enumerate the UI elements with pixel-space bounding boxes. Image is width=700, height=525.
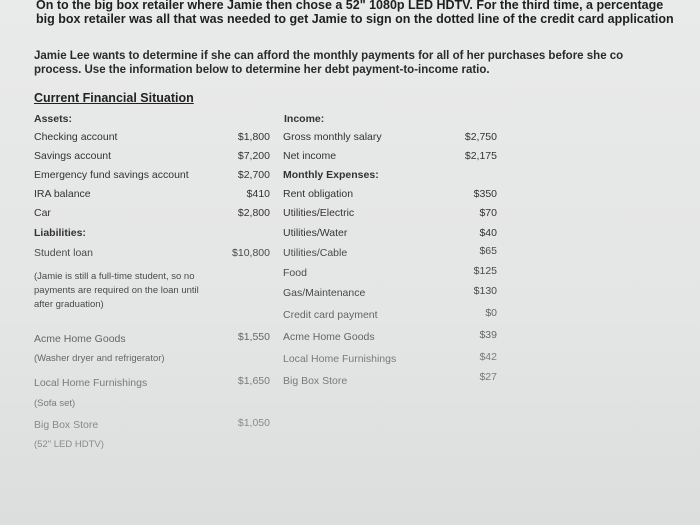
bigbox-note: (52" LED HDTV) — [34, 439, 104, 450]
bigbox-value: $1,050 — [237, 417, 270, 429]
expense-label: Local Home Furnishings — [283, 353, 397, 365]
expense-value: $39 — [479, 329, 497, 341]
bigbox-label: Big Box Store — [34, 419, 99, 431]
net-label: Net income — [283, 150, 337, 162]
ira-value: $410 — [246, 188, 270, 200]
expenses-header: Monthly Expenses: — [283, 169, 379, 181]
expense-label: Credit card payment — [283, 309, 378, 321]
local-label: Local Home Furnishings — [34, 377, 148, 389]
expense-label: Big Box Store — [283, 375, 348, 387]
expense-label: Gas/Maintenance — [283, 287, 366, 299]
expense-value: $70 — [479, 207, 497, 219]
checking-label: Checking account — [34, 131, 118, 143]
expense-value: $65 — [479, 245, 497, 257]
income-header: Income: — [284, 113, 325, 125]
expense-label: Utilities/Water — [283, 227, 348, 239]
expense-value: $130 — [473, 285, 497, 297]
acme-note: (Washer dryer and refrigerator) — [34, 353, 165, 364]
expense-value: $125 — [473, 265, 497, 277]
local-value: $1,650 — [237, 375, 270, 387]
emergency-label: Emergency fund savings account — [34, 169, 189, 181]
section-heading: Current Financial Situation — [34, 91, 194, 105]
question-line-1: Jamie Lee wants to determine if she can afford the monthly payments for all of her purchases before she co — [34, 50, 624, 62]
ira-label: IRA balance — [34, 188, 91, 200]
student-note-line-3: after graduation) — [34, 299, 104, 310]
local-note: (Sofa set) — [34, 398, 76, 409]
expense-label: Acme Home Goods — [283, 331, 375, 343]
student-note-line-1: (Jamie is still a full-time student, so no — [34, 271, 195, 282]
student-loan-value: $10,800 — [232, 247, 270, 259]
student-note-line-2: payments are required on the loan until — [34, 285, 199, 296]
expense-value: $40 — [479, 227, 497, 239]
gross-label: Gross monthly salary — [283, 131, 382, 143]
emergency-value: $2,700 — [237, 169, 270, 181]
savings-value: $7,200 — [237, 150, 270, 162]
expense-value: $42 — [479, 351, 497, 363]
checking-value: $1,800 — [237, 131, 270, 143]
intro-line-1: On to the big box retailer where Jamie then chose a 52" 1080p LED HDTV. For the third time, a percentage — [36, 0, 664, 12]
expense-label: Utilities/Electric — [283, 207, 355, 219]
gross-value: $2,750 — [464, 131, 497, 143]
expense-value: $27 — [479, 371, 497, 383]
car-label: Car — [34, 207, 51, 219]
expense-label: Rent obligation — [283, 188, 354, 200]
intro-line-2: big box retailer was all that was needed to get Jamie to sign on the dotted line of the credit card application — [36, 12, 674, 26]
car-value: $2,800 — [237, 207, 270, 219]
expense-label: Food — [283, 267, 307, 279]
question-line-2: process. Use the information below to determine her debt payment-to-income ratio. — [34, 64, 490, 76]
expense-label: Utilities/Cable — [283, 247, 348, 259]
acme-value: $1,550 — [237, 331, 270, 343]
expense-value: $350 — [473, 188, 497, 200]
assets-header: Assets: — [34, 113, 72, 125]
expense-value: $0 — [485, 307, 497, 319]
net-value: $2,175 — [464, 150, 497, 162]
student-loan-label: Student loan — [34, 247, 93, 259]
liabilities-header: Liabilities: — [34, 227, 86, 239]
savings-label: Savings account — [34, 150, 112, 162]
acme-label: Acme Home Goods — [34, 333, 126, 345]
